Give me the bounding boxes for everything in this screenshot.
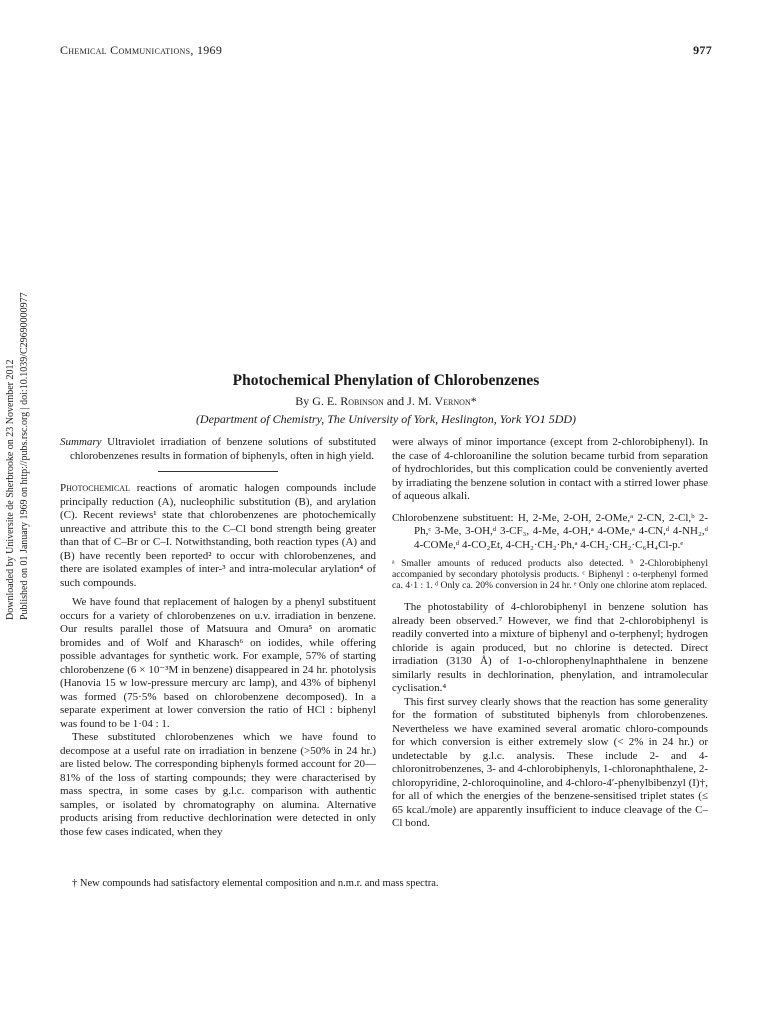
paragraph-continuation: were always of minor importance (except from 2-chlorobiphenyl). In the case of 4-chloroaniline the solution became turbid from separation of hydrochlorides, but this complication could be conveniently averted by irradiating the benzene solution in contact with a stirred lower phase of aqueous alkali. — [392, 436, 708, 502]
summary-label: Summary — [60, 436, 102, 448]
summary-text: Ultraviolet irradiation of benzene solutions of substituted chlorobenzenes results in formation of biphenyls, often in high yield. — [70, 436, 376, 462]
affiliation-text: (Department of Chemistry, The University of York, Heslington, York YO1 5DD) — [195, 412, 577, 426]
paragraph-intro — [60, 482, 376, 590]
intro-lead: Photochemical — [60, 482, 130, 494]
download-sidebar — [0, 260, 40, 620]
author-vernon: Vernon — [434, 394, 471, 408]
intro-text: reactions of aromatic halogen compounds include principally reduction (A), nucleophilic substitution (B), and arylation (C). Recent reviews¹ state that chlorobenzenes are photochemically unreactive and attribute this to the C–Cl bond strength being greater than that of C–Br or C–I. Notwithstanding, both reaction types (A) and (B) have recently been reported² to occur with chlorobenzenes, and there are isolated examples of inter-³ and intra-molecular arylation⁴ of such compounds. — [60, 482, 376, 589]
left-column — [60, 436, 376, 839]
paragraph-photostability: The photostability of 4-chlorobiphenyl in benzene solution has already been observed.⁷ However, we find that 2-chlorobiphenyl is readily converted into a mixture of biphenyl and o-terphenyl; hydrogen chloride is again produced, but no chlorine is detected. Direct irradiation (3130 Å) of 1-o-chlorophenylnaphthalene in benzene similarly results in dechlorination, phenylation, and intramolecular cyclisation.⁴ — [392, 601, 708, 694]
substituent-notes: ᵃ Smaller amounts of reduced products also detected. ᵇ 2-Chlorobiphenyl accompanied by secondary photolysis products. ᶜ Biphenyl : o-terphenyl formed ca. 4·1 : 1. ᵈ Only ca. 20% conversion in 24 hr. ᵉ Only one chlorine atom replaced. — [392, 558, 708, 591]
summary-divider — [158, 471, 278, 472]
footnote: † New compounds had satisfactory elemental composition and n.m.r. and mass spectra. — [72, 878, 439, 889]
summary — [60, 436, 376, 463]
running-head — [60, 43, 712, 58]
page-number: 977 — [693, 43, 712, 57]
paragraph-results: We have found that replacement of halogen by a phenyl substituent occurs for a variety of chlorobenzenes on u.v. irradiation in benzene. Our results parallel those of Matsuura and Omura⁵ on aromatic bromides and of Wolf and Kharasch⁶ on iodides, while offering possible advantages for synthetic work. For example, 57% of starting chlorobenzene (6 × 10⁻³M in benzene) disappeared in 24 hr. photolysis (Hanovia 15 w low-pressure mercury arc lamp), and 43% of biphenyl was formed (75·5% based on chlorobenzene decomposed). In a separate experiment at lower conversion the ratio of HCl : biphenyl was found to be 1·04 : 1. — [60, 596, 376, 730]
author-line — [60, 394, 712, 409]
author-and: and J. M. — [383, 394, 435, 408]
affiliation — [60, 412, 712, 427]
download-notice: Downloaded by Universite de Sherbrooke on 23 November 2012 — [5, 359, 16, 620]
paragraph-survey: This first survey clearly shows that the reaction has some generality for the formation of substituted biphenyls from chlorobenzenes. Nevertheless we have examined several aromatic chloro-compounds for which conversion is either extremely slow (< 2% in 24 hr.) or undetectable by g.l.c. analysis. These include 2- and 4-chloronitrobenzenes, 3- and 4-chlorobiphenyls, 1-chloronaphthalene, 2-chloropyridine, 2-chloroquinoline, and 4-chloro-4′-phenylbibenzyl (I)†, for all of which the energies of the benzene-sensitised triplet states (≤ 65 kcal./mole) are apparently insufficient to induce cleavage of the C–Cl bond. — [392, 695, 708, 829]
article-title: Photochemical Phenylation of Chlorobenzenes — [232, 372, 540, 389]
substituent-list: Chlorobenzene substituent: H, 2-Me, 2-OH, 2-OMe,ᵃ 2-CN, 2-Cl,ᵇ 2-Ph,ᶜ 3-Me, 3-OH,ᵈ 3-CF₃, 4-Me, 4-OH,ᵃ 4-OMe,ᵃ 4-CN,ᵈ 4-NH₂,ᵈ 4-COMe,ᵈ 4-CO₂Et, 4-CH₂·CH₂·Ph,ᵃ 4-CH₂·CH₂·C₆H₄Cl-p.ᵉ — [392, 511, 708, 551]
author-robinson: Robinson — [340, 394, 384, 408]
paragraph-substituted: These substituted chlorobenzenes which we have found to decompose at a useful rate on irradiation in benzene (>50% in 24 hr.) are listed below. The corresponding biphenyls formed account for 20—81% of the loss of starting compounds; they were characterised by mass spectra, in some cases by g.l.c. comparison with authentic samples, or isolated by chromatography on alumina. Alternative products arising from reductive dechlorination were detected in only those few cases indicated, when they — [60, 731, 376, 838]
right-column — [392, 436, 708, 831]
publication-notice: Published on 01 January 1969 on http://pubs.rsc.org | doi:10.1039/C29690000977 — [19, 292, 30, 620]
corresponding-mark: * — [470, 394, 477, 408]
journal-name: Chemical Communications, 1969 — [60, 43, 223, 57]
author-by: By G. E. — [295, 394, 341, 408]
